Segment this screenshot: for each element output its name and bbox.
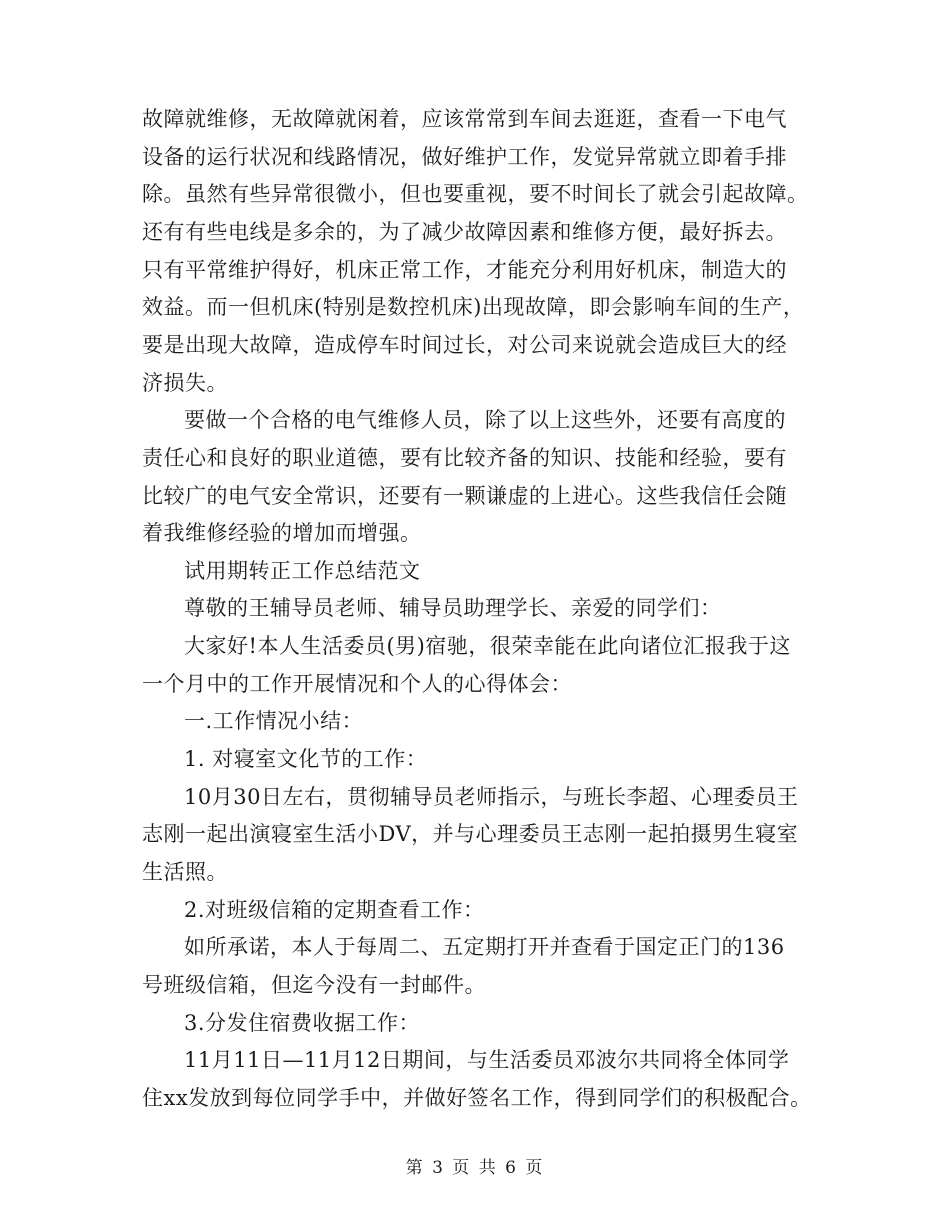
text-line: 还有有些电线是多余的，为了减少故障因素和维修方便，最好拆去。	[142, 219, 787, 244]
text-line: 责任心和良好的职业道德，要有比较齐备的知识、技能和经验，要有	[142, 445, 787, 470]
text-line: 设备的运行状况和线路情况，做好维护工作，发觉异常就立即着手排	[142, 144, 787, 169]
text-line: 除。虽然有些异常很微小，但也要重视，要不时间长了就会引起故障。	[142, 182, 809, 207]
text-line: 要做一个合格的电气维修人员，除了以上这些外，还要有高度的	[184, 408, 786, 433]
text-line: 大家好!本人生活委员(男)宿驰，很荣幸能在此向诸位汇报我于这	[184, 634, 791, 659]
text-line: 效益。而一但机床(特别是数控机床)出现故障，即会影响车间的生产，	[142, 295, 805, 320]
text-line: 如所承诺，本人于每周二、五定期打开并查看于国定正门的136	[184, 935, 785, 960]
text-line: 一.工作情况小结：	[184, 709, 364, 734]
text-line: 试用期转正工作总结范文	[184, 558, 421, 583]
page-footer: 第 3 页 共 6 页	[405, 1158, 545, 1178]
text-line: 着我维修经验的增加而增强。	[142, 521, 422, 546]
text-line: 尊敬的王辅导员老师、辅导员助理学长、亲爱的同学们：	[184, 596, 722, 621]
text-line: 住xx发放到每位同学手中，并做好签名工作，得到同学们的积极配合。	[142, 1085, 812, 1110]
text-line: 要是出现大故障，造成停车时间过长，对公司来说就会造成巨大的经	[142, 332, 787, 357]
text-line: 1. 对寝室文化节的工作：	[184, 747, 428, 772]
text-line: 济损失。	[142, 370, 228, 395]
text-line: 号班级信箱，但迄今没有一封邮件。	[142, 972, 486, 997]
text-line: 一个月中的工作开展情况和个人的心得体会：	[142, 671, 572, 696]
text-line: 故障就维修，无故障就闲着，应该常常到车间去逛逛，查看一下电气	[142, 107, 787, 131]
text-line: 只有平常维护得好，机床正常工作，才能充分利用好机床，制造大的	[142, 257, 787, 282]
text-line: 生活照。	[142, 860, 228, 884]
text-line: 比较广的电气安全常识，还要有一颗谦虚的上进心。这些我信任会随	[142, 483, 787, 508]
text-line: 10月30日左右，贯彻辅导员老师指示，与班长李超、心理委员王	[184, 784, 799, 809]
text-line: 3.分发住宿费收据工作：	[184, 1010, 421, 1035]
text-line: 2.对班级信箱的定期查看工作：	[184, 897, 485, 922]
text-line: 11月11日—11月12日期间，与生活委员邓波尔共同将全体同学	[184, 1048, 790, 1073]
text-line: 志刚一起出演寝室生活小DV，并与心理委员王志刚一起拍摄男生寝室	[142, 822, 799, 847]
